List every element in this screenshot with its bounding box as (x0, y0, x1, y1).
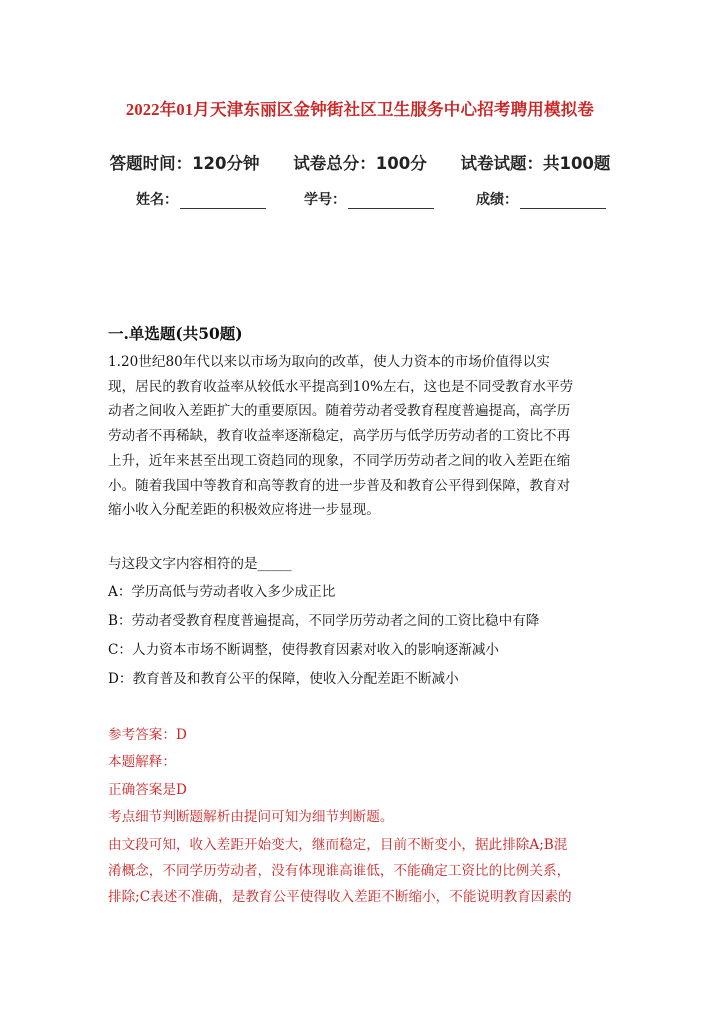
question-prompt: 与这段文字内容相符的是_____ (108, 556, 292, 572)
exam-title: 2022年01月天津东丽区金钟街社区卫生服务中心招考聘用模拟卷 (125, 100, 595, 119)
section-heading: 一.单选题(共50题) (108, 324, 243, 343)
question-line: 小。随着我国中等教育和高等教育的进一步普及和教育公平得到保障，教育对 (108, 477, 571, 494)
name-blank-line (180, 194, 266, 209)
question-stem (108, 350, 608, 523)
grade-field (476, 189, 606, 209)
answer-hint: 考点细节判断题解析由提问可知为细节判断题。 (108, 809, 394, 825)
student-id-label: 学号： (304, 192, 346, 208)
exam-question-count: 试卷试题：共100题 (460, 154, 611, 173)
name-field (136, 189, 266, 209)
grade-label: 成绩： (476, 192, 518, 208)
explanation-line: 由文段可知，收入差距开始变大，继而稳定，目前不断变小，据此排除A;B混 (108, 837, 568, 853)
option-c: C：人力资本市场不断调整，使得教育因素对收入的影响逐渐减小 (108, 642, 500, 658)
explanation-label: 本题解释： (108, 754, 176, 770)
explanation-line: 淆概念，不同学历劳动者，没有体现谁高谁低，不能确定工资比的比例关系， (108, 863, 571, 879)
question-line: 动者之间收入差距扩大的重要原因。随着劳动者受教育程度普遍提高，高学历 (108, 403, 571, 420)
option-a: A：学历高低与劳动者收入多少成正比 (108, 584, 336, 600)
question-line: 现，居民的教育收益率从较低水平提高到10%左右，这也是不同受教育水平劳 (108, 378, 574, 395)
correct-answer: 正确答案是D (108, 782, 187, 798)
question-line: 劳动者不再稀缺，教育收益率逐渐稳定，高学历与低学历劳动者的工资比不再 (108, 428, 571, 445)
explanation-text (108, 832, 608, 910)
option-b: B：劳动者受教育程度普遍提高，不同学历劳动者之间的工资比稳中有降 (108, 613, 540, 629)
reference-answer: 参考答案：D (108, 727, 187, 743)
exam-time: 答题时间：120分钟 (109, 154, 260, 173)
student-id-blank-line (348, 194, 434, 209)
question-line: 上升，近年来甚至出现工资趋同的现象，不同学历劳动者之间的收入差距在缩 (108, 452, 571, 469)
exam-meta (0, 150, 720, 174)
grade-blank-line (520, 194, 606, 209)
exam-total-score: 试卷总分：100分 (293, 154, 427, 173)
explanation-line: 排除;C表述不准确，是教育公平使得收入差距不断缩小，不能说明教育因素的 (108, 889, 572, 905)
option-d: D：教育普及和教育公平的保障，使收入分配差距不断减小 (108, 671, 459, 687)
question-line: 1.20世纪80年代以来以市场为取向的改革，使人力资本的市场价值得以实 (108, 354, 550, 370)
name-label: 姓名： (136, 192, 178, 208)
question-line: 缩小收入分配差距的积极效应将进一步显现。 (108, 502, 380, 519)
student-id-field (304, 189, 434, 209)
